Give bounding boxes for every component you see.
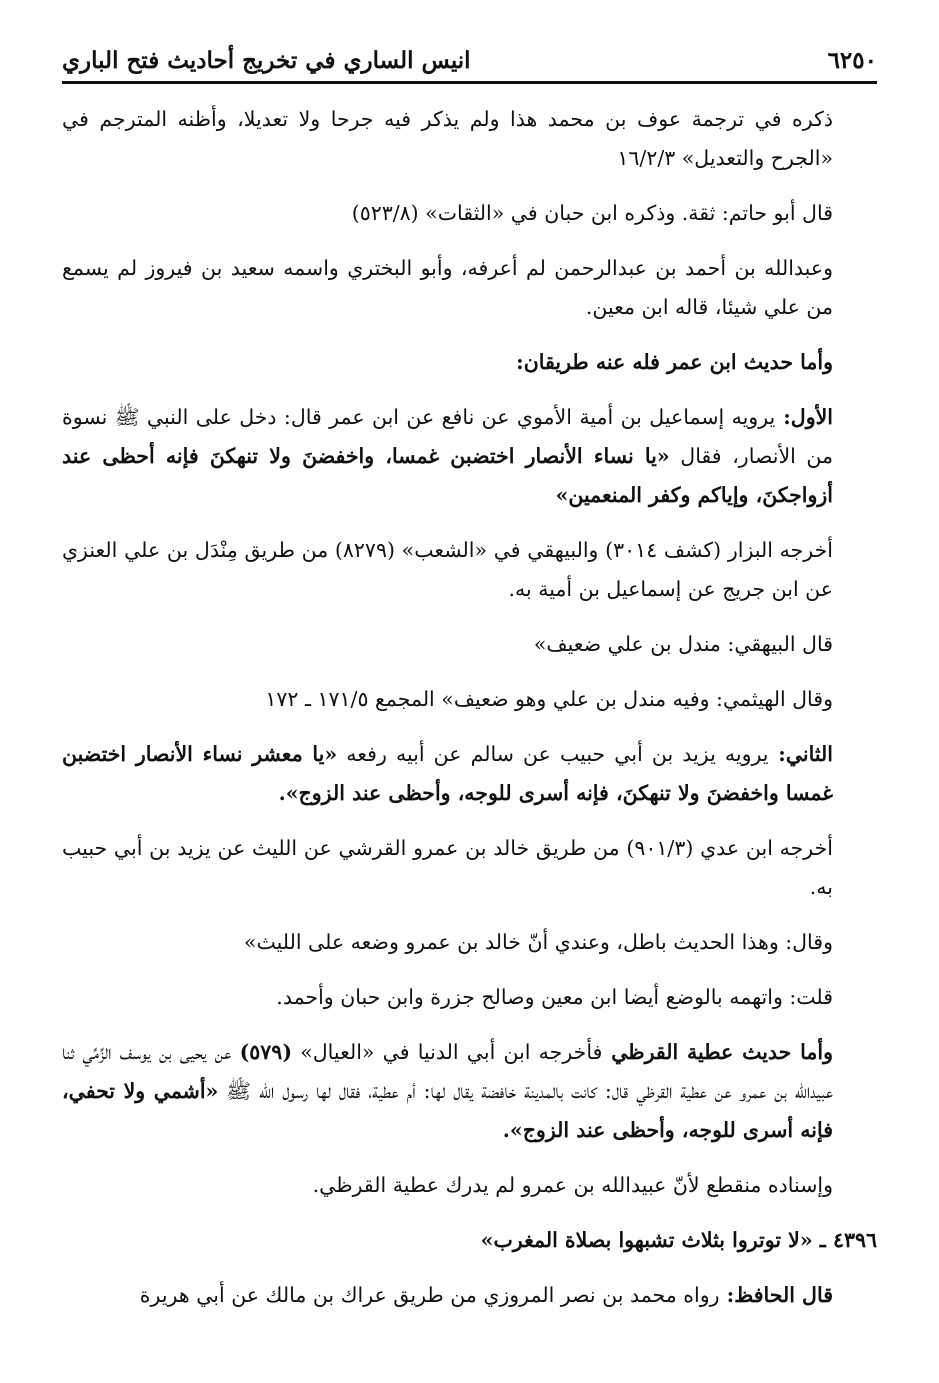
text-paragraph <box>62 829 877 907</box>
text-segment: عن يحيى بن يوسف الزِّمِّي ثنا عبيدالله بن عمرو عن عطية القرظي قال: كانت بالمدينة خافضة يقال لها: أم عطية، فقال لها رسول الله ﷺ <box>62 1040 833 1103</box>
bold-text-segment: «يا نساء الأنصار اختضبن غمسا، واخفضنَ ولا تنهكنَ فإنه أحظى عند أزواجكنَ، وإياكم وكفر المنعمين» <box>62 444 833 507</box>
text-segment: قلت: واتهمه بالوضع أيضا ابن معين وصالح جزرة وابن حبان وأحمد. <box>276 985 833 1009</box>
text-paragraph <box>62 625 877 664</box>
page-body <box>62 100 877 1331</box>
text-paragraph <box>62 978 877 1017</box>
bold-text-segment: الأول: <box>775 405 833 429</box>
page-number: ٦٢٥٠ <box>827 46 877 74</box>
text-segment: وإسناده منقطع لأنّ عبيدالله بن عمرو لم يدرك عطية القرظي. <box>312 1173 833 1197</box>
text-paragraph <box>62 343 877 382</box>
text-segment: وعبدالله بن أحمد بن عبدالرحمن لم أعرفه، وأبو البختري واسمه سعيد بن فيروز لم يسمع من علي شيئا، قاله ابن معين. <box>62 256 833 319</box>
text-paragraph <box>62 249 877 327</box>
text-segment: يرويه إسماعيل بن أمية الأموي عن نافع عن ابن عمر قال: دخل على النبي ﷺ نسوة من الأنصار، فقال <box>62 405 834 468</box>
bold-text-segment: قال الحافظ: <box>719 1283 833 1307</box>
text-paragraph <box>62 100 877 178</box>
text-segment: رواه محمد بن نصر المروزي من طريق عراك بن مالك عن أبي هريرة <box>139 1283 720 1307</box>
bold-text-segment: «أشمي ولا تحفي، فإنه أسرى للوجه، وأحظى عند الزوج». <box>62 1079 833 1142</box>
text-segment: يرويه يزيد بن أبي حبيب عن سالم عن أبيه رفعه <box>337 742 769 766</box>
header-rule <box>62 81 877 84</box>
bold-text-segment: «يا معشر نساء الأنصار اختضبن غمسا واخفضنَ ولا تنهكنَ، فإنه أسرى للوجه، وأحظى عند الزوج». <box>62 742 833 805</box>
bold-text-segment: وأما حديث ابن عمر فله عنه طريقان: <box>516 350 833 374</box>
text-paragraph <box>62 1276 877 1315</box>
text-paragraph <box>62 680 877 719</box>
book-title: انيس الساري في تخريج أحاديث فتح الباري <box>62 46 471 74</box>
text-paragraph <box>62 194 877 233</box>
bold-text-segment: الثاني: <box>768 742 833 766</box>
text-paragraph <box>62 735 877 813</box>
text-segment: وقال: وهذا الحديث باطل، وعندي أنّ خالد بن عمرو وضعه على الليث» <box>243 930 833 954</box>
text-segment: قال البيهقي: مندل بن علي ضعيف» <box>533 632 833 656</box>
text-segment: أخرجه ابن عدي (٩٠١/٣) من طريق خالد بن عمرو القرشي عن الليث عن يزيد بن أبي حبيب به. <box>62 836 833 899</box>
text-paragraph <box>62 1166 877 1205</box>
text-paragraph <box>62 923 877 962</box>
text-paragraph <box>62 398 877 515</box>
text-segment: قال أبو حاتم: ثقة. وذكره ابن حبان في «الثقات» (٥٢٣/٨) <box>351 201 833 225</box>
text-paragraph <box>62 1221 877 1260</box>
running-header <box>62 38 877 82</box>
text-segment: أخرجه البزار (كشف ٣٠١٤) والبيهقي في «الشعب» (٨٢٧٩) من طريق مِنْدَل بن علي العنزي عن ابن جريج عن إسماعيل بن أمية به. <box>62 538 833 601</box>
text-paragraph <box>62 1033 877 1150</box>
text-paragraph <box>62 531 877 609</box>
bold-text-segment: وأما حديث عطية القرظي <box>602 1040 833 1064</box>
text-segment: ذكره في ترجمة عوف بن محمد هذا ولم يذكر فيه جرحا ولا تعديلا، وأظنه المترجم في «الجرح والتعديل» ١٦/٢/٣ <box>62 107 833 170</box>
bold-text-segment: (٥٧٩) <box>239 1040 293 1064</box>
text-segment: وقال الهيثمي: وفيه مندل بن علي وهو ضعيف» المجمع ١٧١/٥ ـ ١٧٢ <box>265 687 833 711</box>
bold-text-segment: ٤٣٩٦ ـ «لا توتروا بثلاث تشبهوا بصلاة المغرب» <box>480 1228 877 1252</box>
text-segment: فأخرجه ابن أبي الدنيا في «العيال» <box>292 1040 603 1064</box>
